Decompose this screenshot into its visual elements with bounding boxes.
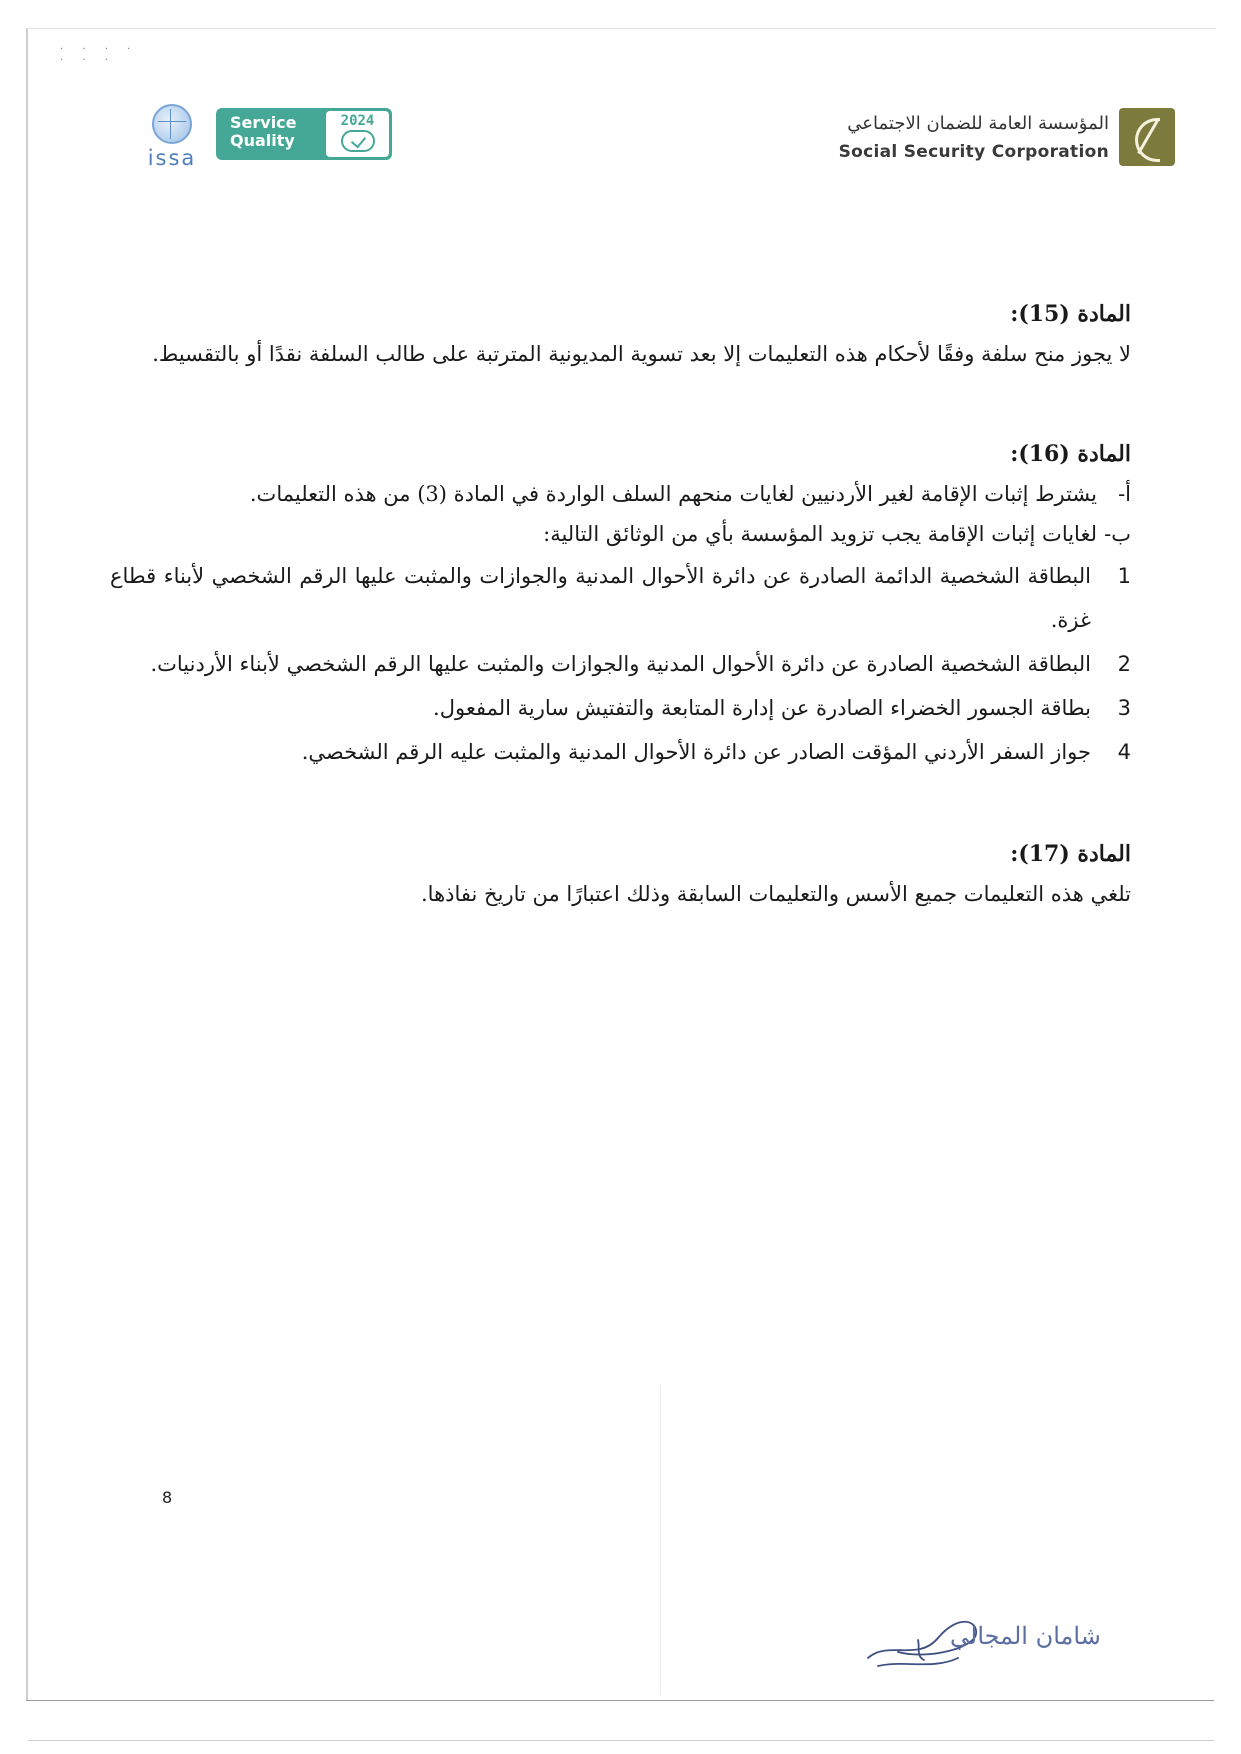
document-list-item: [110, 642, 1131, 686]
list-item-text: البطاقة الشخصية الدائمة الصادرة عن دائرة الأحوال المدنية والجوازات والمثبت عليها الرقم الشخصي لأبناء قطاع غزة.: [110, 564, 1091, 632]
article-16-item-a: [110, 474, 1131, 514]
badge-line2: Quality: [230, 131, 295, 150]
org-name-arabic: المؤسسة العامة للضمان الاجتماعي: [847, 112, 1109, 134]
list-item-number: 2: [1117, 652, 1131, 676]
list-item-number: 1: [1117, 564, 1131, 588]
document-list-item: [110, 730, 1131, 774]
article-16-title: المادة (16):: [1010, 441, 1131, 467]
issa-logo: [142, 104, 202, 170]
item-a-text: يشترط إثبات الإقامة لغير الأردنيين لغايات منحهم السلف الواردة في المادة (3) من هذه التعليمات.: [249, 482, 1097, 506]
item-b-text: لغايات إثبات الإقامة يجب تزويد المؤسسة بأي من الوثائق التالية:: [543, 522, 1097, 546]
article-17-title: المادة (17):: [1010, 841, 1131, 867]
bottom-rule-secondary: [28, 1740, 1214, 1741]
badge-year: 2024: [340, 113, 375, 129]
issa-label: issa: [147, 146, 197, 170]
item-b-mark: ب-: [1104, 522, 1131, 546]
signature-name: شامان المجالي: [950, 1622, 1101, 1650]
issa-globe-logo: [152, 104, 192, 144]
badge-line1: Service: [230, 113, 297, 132]
ssc-emblem-logo: [1119, 108, 1175, 166]
badge-year-box: [326, 111, 389, 157]
org-name-english: Social Security Corporation: [838, 141, 1109, 162]
badge-text: [216, 108, 326, 160]
list-item-number: 4: [1117, 740, 1131, 764]
service-quality-check-icon: [341, 130, 375, 152]
bottom-rule: [26, 1700, 1214, 1701]
list-item-text: بطاقة الجسور الخضراء الصادرة عن إدارة المتابعة والتفتيش سارية المفعول.: [433, 696, 1091, 720]
org-logo: [839, 108, 1175, 166]
document-list-item: [110, 686, 1131, 730]
article-15-body: لا يجوز منح سلفة وفقًا لأحكام هذه التعليمات إلا بعد تسوية المديونية المترتبة على طالب السلفة نقدًا أو بالتقسيط.: [152, 342, 1131, 366]
scan-specks: · · · · · · ·: [60, 44, 139, 66]
document-body: [110, 294, 1131, 914]
service-quality-badge: [216, 108, 392, 160]
article-17-body: تلغي هذه التعليمات جميع الأسس والتعليمات السابقة وذلك اعتبارًا من تاريخ نفاذها.: [421, 882, 1131, 906]
list-item-text: البطاقة الشخصية الصادرة عن دائرة الأحوال المدنية والجوازات والمثبت عليها الرقم الشخصي لأبناء الأردنيات.: [150, 652, 1091, 676]
item-a-mark: أ-: [1118, 482, 1131, 506]
scan-artifact-line: [660, 1385, 661, 1695]
article-16-item-b: [110, 514, 1131, 554]
list-item-text: جواز السفر الأردني المؤقت الصادر عن دائرة الأحوال المدنية والمثبت عليه الرقم الشخصي.: [301, 740, 1091, 764]
page-number: 8: [162, 1488, 173, 1507]
list-item-number: 3: [1117, 696, 1131, 720]
document-list-item: [110, 554, 1131, 642]
article-15-title: المادة (15):: [1010, 301, 1131, 327]
org-names: [839, 113, 1109, 162]
